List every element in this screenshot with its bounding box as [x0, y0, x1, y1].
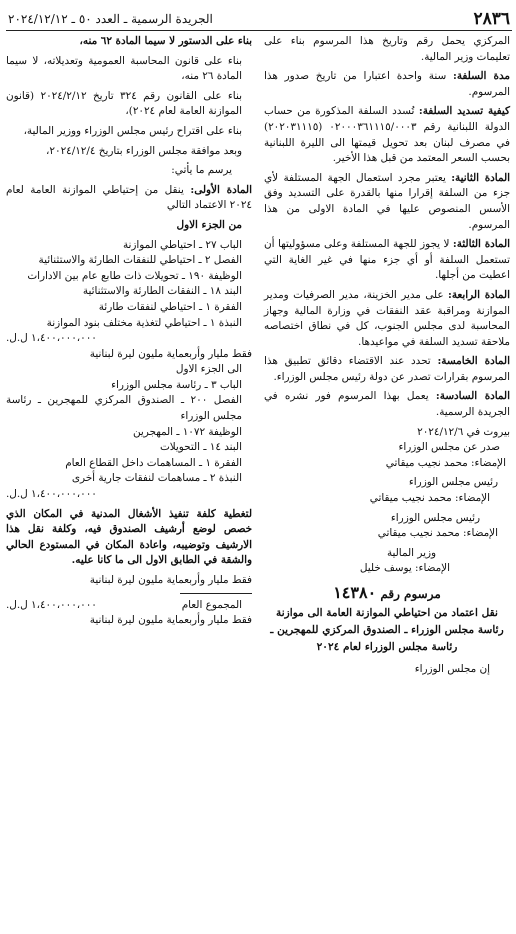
- budget-line: الفصل ٢ ـ احتياطي للنفقات الطارئة والاستثنائية: [38, 254, 242, 267]
- signature: الإمضاء: يوسف خليل: [359, 562, 450, 575]
- budget-line: الباب ٣ ـ رئاسة مجلس الوزراء: [111, 378, 242, 391]
- signature: الإمضاء: محمد نجيب ميقاتي: [369, 492, 490, 505]
- amount-in-words: فقط مليار وأربعماية مليون ليرة لبنانية: [89, 574, 252, 586]
- right-column: [264, 34, 510, 681]
- budget-line: النبذة ٢ ـ مساهمات لنفقات جارية أخرى: [71, 472, 242, 485]
- signature-title: رئيس مجلس الوزراء: [408, 476, 498, 489]
- amount: ١،٤٠٠،٠٠٠،٠٠٠ ل.ل.: [6, 332, 97, 345]
- article-label: المادة الرابعة:: [447, 288, 510, 301]
- decree-heading: [264, 585, 510, 603]
- gazette-header-title: الجريدة الرسمية ـ العدد ٥٠ ـ ٢٠٢٤/١٢/١٢: [8, 12, 213, 26]
- section-heading: الى الجزء الاول: [175, 363, 242, 376]
- article: [264, 237, 510, 284]
- budget-line: الفصل ٢٠٠ ـ الصندوق المركزي للمهجرين ـ رئاسة مجلس الوزراء: [6, 394, 242, 423]
- budget-line: الفقرة ١ ـ احتياطي لنفقات طارئة: [98, 300, 242, 313]
- article: [264, 354, 510, 385]
- clause-text: سنة واحدة اعتبارا من تاريخ صدور هذا المرسوم.: [264, 70, 510, 98]
- article: [264, 288, 510, 350]
- signature: الإمضاء: محمد نجيب ميقاتي: [377, 527, 498, 540]
- article-text: لا يجوز للجهة المستلفة وعلى مسؤوليتها أن تستعمل السلفة أو أي جزء منها في غير الغاية التي اعطيت من أجلها.: [264, 238, 510, 282]
- clause-label: كيفية تسديد السلفة:: [418, 105, 510, 118]
- decree-formula: يرسم ما يأتي:: [171, 164, 232, 177]
- article-text: تحدد عند الاقتضاء دقائق تطبيق هذا المرسوم بقرارات تصدر عن دولة رئيس مجلس الوزراء.: [264, 355, 510, 383]
- total-in-words: فقط مليار وأربعماية مليون ليرة لبنانية: [89, 614, 252, 627]
- budget-line: الوظيفة ١٠٧٢ ـ المهجرين: [132, 425, 242, 438]
- paragraph: [264, 69, 510, 100]
- article: [264, 389, 510, 420]
- page-header: [6, 8, 512, 31]
- budget-line: النبذة ١ ـ احتياطي لتغذية مختلف بنود الموازنة: [46, 316, 242, 329]
- article-text: على مدير الخزينة، مدير الصرفيات ومدير الموازنة ومراقبة عقد النفقات في وزارة المالية وجهاز المحاسبة لدى مجلس الجنوب، كل في نطاق اختصاصه ملاحقة تسديد السلفة في مواعيدها.: [264, 288, 510, 348]
- purpose-text: لتغطية كلفة تنفيذ الأشغال المدنية في المكان الذي خصص لوضع أرشيف الصندوق فيه، وكلفة نقل هذا الارشيف وتوضيبه، واعادة المكان في المستودع الحالي والشقة في الطابق الاول الى ما كانا عليه.: [6, 507, 252, 567]
- budget-line: البند ١٤ ـ التحويلات: [159, 441, 242, 454]
- decree-opening: إن مجلس الوزراء: [414, 662, 490, 675]
- article-text: يعمل بهذا المرسوم فور نشره في الجريدة الرسمية.: [264, 390, 510, 419]
- budget-line: الوظيفة ١٩٠ ـ تحويلات ذات طابع عام بين الادارات: [27, 269, 242, 282]
- article-label: المادة الثالثة:: [452, 238, 510, 251]
- decree-number: ١٤٣٨٠: [333, 583, 377, 602]
- article-label: المادة الأولى:: [190, 183, 252, 196]
- total-row: [6, 598, 252, 614]
- clause-text: تُسدد السلفة المذكورة من حساب الدولة اللبنانية رقم ٠٢٠٠٠٣٦١١١٥/٠٠٠٣ (٢٠٢٠٣١١١٥) في مصرف لبنان بعد تحويل قيمتها الى الليرة اللبنانية بحسب السعر المعتمد من قبل هذا الأخير.: [264, 105, 510, 165]
- paragraph: [264, 104, 510, 166]
- decree-title: نقل اعتماد من احتياطي الموازنة العامة الى موازنة رئاسة مجلس الوزراء ـ الصندوق المركزي للمهجرين ـ رئاسة مجلس الوزراء لعام ٢٠٢٤: [270, 606, 504, 653]
- article-label: المادة الثانية:: [451, 171, 511, 184]
- total-value: ١،٤٠٠،٠٠٠،٠٠٠ ل.ل.: [6, 598, 97, 611]
- article: [6, 183, 252, 214]
- preamble-line: وبعد موافقة مجلس الوزراء بتاريخ ٢٠٢٤/١٢/٤،: [46, 144, 242, 157]
- budget-line: الفقرة ١ ـ المساهمات داخل القطاع العام: [65, 456, 242, 469]
- paragraph: المركزي يحمل رقم وتاريخ هذا المرسوم بناء على تعليمات وزير المالية.: [264, 35, 510, 63]
- section-heading: من الجزء الاول: [176, 218, 242, 231]
- article-text: ينقل من إحتياطي الموازنة العامة لعام ٢٠٢٤ الاعتماد التالي: [6, 183, 252, 212]
- preamble-line: بناء على القانون رقم ٣٢٤ تاريخ ٢٠٢٤/٢/١٢ (قانون الموازنة العامة لعام ٢٠٢٤)،: [6, 89, 243, 118]
- signature-title: صدر عن مجلس الوزراء: [398, 441, 500, 454]
- preamble-line: بناء على قانون المحاسبة العمومية وتعديلاته، لا سيما المادة ٢٦ منه،: [6, 54, 242, 83]
- page-number: ٢٨٣٦: [473, 9, 510, 29]
- divider: [180, 593, 252, 594]
- article-label: المادة الخامسة:: [437, 355, 510, 368]
- article-label: المادة السادسة:: [435, 390, 510, 403]
- signature-title: وزير المالية: [386, 546, 436, 559]
- budget-line: البند ١٨ ـ النفقات الطارئة والاستثنائية: [82, 285, 242, 298]
- signature-title: رئيس مجلس الوزراء: [390, 511, 480, 524]
- preamble-line: بناء على الدستور لا سيما المادة ٦٢ منه،: [79, 35, 252, 47]
- signature: الإمضاء: محمد نجيب ميقاتي: [385, 456, 506, 469]
- preamble-line: بناء على اقتراح رئيس مجلس الوزراء ووزير المالية،: [23, 124, 242, 137]
- amount: ١،٤٠٠،٠٠٠،٠٠٠ ل.ل.: [6, 488, 97, 501]
- decree-prefix: مرسوم رقم: [376, 587, 441, 601]
- place-date: بيروت في ٢٠٢٤/١٢/٦: [417, 425, 510, 438]
- left-column: [6, 34, 252, 633]
- total-label: المجموع العام: [181, 598, 242, 611]
- clause-label: مدة السلفة:: [452, 70, 510, 83]
- budget-line: الباب ٢٧ ـ احتياطي الموازنة: [122, 238, 242, 251]
- amount-in-words: فقط مليار وأربعماية مليون ليرة لبنانية: [89, 347, 252, 360]
- article-text: يعتبر مجرد استعمال الجهة المستلفة لأي جزء من السلفة إقرارا منها بالقدرة على التسديد وفق الأسس المنصوص عليها في المادة الاولى من هذا المرسوم.: [264, 171, 510, 231]
- article: [264, 171, 510, 233]
